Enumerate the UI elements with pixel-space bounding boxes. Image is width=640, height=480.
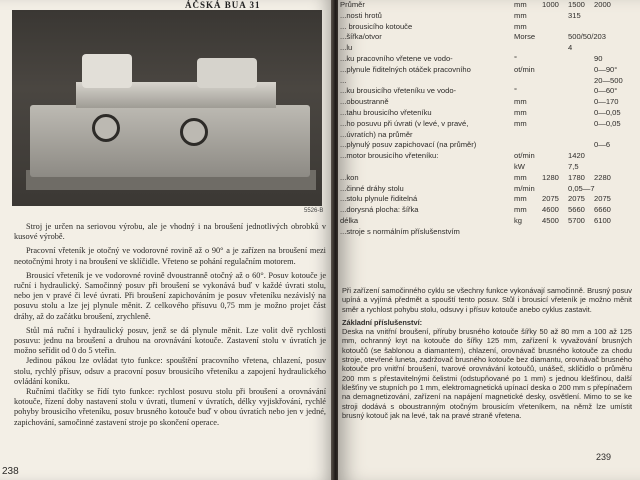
spec-v2: 500/50/203 — [568, 32, 607, 42]
machine-photo — [12, 10, 322, 206]
spec-label: ...stolu plynule řiditelná — [340, 194, 418, 204]
spec-row — [338, 162, 640, 173]
spec-unit: kW — [514, 161, 525, 171]
spec-v2: 1500 — [568, 0, 585, 9]
paragraph: Stroj je určen na seriovou výrobu, ale je vhodný i na broušení jednotlivých obrobků v kusové výrobě. — [14, 222, 326, 242]
spec-v3: 0—0,05 — [594, 118, 621, 128]
spec-v3: 6100 — [594, 215, 611, 225]
spec-row — [338, 76, 640, 87]
spec-v3: 0—170 — [594, 97, 619, 107]
spec-row — [338, 151, 640, 162]
spec-row — [338, 86, 640, 97]
spec-v2: 4 — [568, 43, 573, 53]
spec-row — [338, 11, 640, 22]
spec-unit: mm — [514, 194, 527, 204]
spec-row — [338, 194, 640, 205]
spec-v1: 4500 — [542, 215, 559, 225]
spec-unit: mm — [514, 205, 527, 215]
spec-label: Průměr — [340, 0, 365, 9]
photo-caption: 5526-B — [304, 208, 324, 214]
spec-v1: 1280 — [542, 172, 559, 182]
spec-unit: mm — [514, 21, 527, 31]
spec-v3: 90 — [594, 53, 603, 63]
spec-label: ...nosti hrotů — [340, 10, 382, 20]
spec-unit: mm — [514, 107, 527, 117]
spec-row — [338, 184, 640, 195]
spec-label: ... brousicího kotouče — [340, 21, 413, 31]
spec-row — [338, 0, 640, 11]
spec-label: ...ku brousicího vřeteníku ve vodo- — [340, 86, 457, 96]
spec-unit: mm — [514, 0, 527, 9]
spec-unit: ° — [514, 86, 518, 96]
spec-label: ...oboustranně — [340, 97, 389, 107]
machine-body — [30, 105, 310, 177]
spec-v2: 315 — [568, 10, 581, 20]
spec-label: ...činné dráhy stolu — [340, 183, 404, 193]
paragraph: Jedinou pákou lze ovládat tyto funkce: spouštění pracovního vřetena, chlazení, posuv stolu, rychlý přísuv, odsuv a pracovní posuv brousicího vřeteníku a zapojení hydraulického ovládání koníku. — [14, 356, 326, 386]
accessories-text: Deska na vnitřní broušení, příruby brusného kotouče šířky 50 až 80 mm a 100 až 125 mm, ochranný kryt na kotouče do šířky 125 mm, zařízení k vyvažování brusných kotoučů (se šablonou a diamantem), chlazení, orovnávač brusného kotouče za chodu stroje, otevřené luneta, zadržovač brusného kotouče bez diamantu, orovnávač brusného kotouče pro vnitřní broušení, tvarové orovnávání kotoučů, unášeč, sklíčidlo o průměru 200 mm s přestavitelnými čelistmi (odstupňované po 1 mm) s jednou klešťinou, další klešťiny ve stupních po 1 mm, elektromagnetická upínací deska o 200 mm s přepínačem na demagnetizování, zařízení na napájení magnetické desky, osvětlení. Mimo to se ke stroji dodává s oboustranným otočným brousicím vřeteníkem, na němž lze umístit brusný kotouč jak na levé, tak na pravé straně vřetena. — [342, 327, 632, 420]
handwheel-icon — [92, 114, 120, 142]
spec-v3: 2075 — [594, 194, 611, 204]
spec-v1: 1000 — [542, 0, 559, 9]
spec-v2: 1420 — [568, 151, 585, 161]
spec-unit: ° — [514, 53, 518, 63]
spec-label: ...stroje s normálním příslušenstvím — [340, 226, 460, 236]
spec-label: ...lu — [340, 43, 353, 53]
spec-row — [338, 108, 640, 119]
spec-label: délka — [340, 215, 359, 225]
work-head — [82, 54, 132, 88]
spec-unit: mm — [514, 172, 527, 182]
spec-row — [338, 205, 640, 216]
spec-unit: m/min — [514, 183, 535, 193]
spec-row — [338, 43, 640, 54]
spec-v3: 20—500 — [594, 75, 623, 85]
spec-v3: 6660 — [594, 205, 611, 215]
right-body-text — [342, 286, 632, 420]
spec-label: ...plynule řiditelných otáček pracovního — [340, 64, 471, 74]
spec-v3: 2280 — [594, 172, 611, 182]
spec-label: ...dorysná plocha: šířka — [340, 205, 419, 215]
spec-row — [338, 54, 640, 65]
paragraph: Stůl má ruční i hydraulický posuv, jenž se dá plynule měnit. Lze volit dvě rychlosti posuvu: jednu na broušení a druhou na orovnávání kotouče. Zastavení stolu v úvratích je možno seřídit od 0 do 5 vteřin. — [14, 325, 326, 356]
spec-unit: mm — [514, 97, 527, 107]
page-number: 239 — [596, 452, 612, 462]
left-body-text — [14, 222, 326, 428]
spec-v2: 5660 — [568, 205, 585, 215]
spec-v1: 4600 — [542, 205, 559, 215]
spec-row — [338, 173, 640, 184]
spec-v3: 0—60° — [594, 86, 618, 96]
spec-row — [338, 130, 640, 141]
spec-v2: 2075 — [568, 194, 585, 204]
spec-label: ...šířka/otvor — [340, 32, 382, 42]
spec-v3: 2000 — [594, 0, 611, 9]
spec-unit: mm — [514, 118, 527, 128]
spec-label: ...ho posuvu při úvrati (v levé, v pravé, — [340, 118, 469, 128]
page-number: 238 — [2, 466, 19, 477]
spec-row — [338, 32, 640, 43]
spec-unit: Morse — [514, 32, 536, 42]
page-header: ÁČSKÁ BUA 31 — [185, 0, 261, 10]
spec-row — [338, 119, 640, 130]
spec-row — [338, 140, 640, 151]
spec-v2: 7,5 — [568, 161, 579, 171]
specification-table — [338, 0, 640, 238]
spec-v3: 0—0,05 — [594, 107, 621, 117]
spec-row — [338, 227, 640, 238]
spec-label: ...kon — [340, 172, 359, 182]
spec-label: ...úvratích) na průměr — [340, 129, 413, 139]
handwheel-icon — [180, 118, 208, 146]
spec-label: ...motor brousicího vřeteníku: — [340, 151, 439, 161]
spec-unit: ot/min — [514, 64, 535, 74]
spec-v3: 0—90° — [594, 64, 618, 74]
spec-label: ...tahu brousicího vřeteníku — [340, 107, 432, 117]
spec-unit: ot/min — [514, 151, 535, 161]
accessories-heading: Základní příslušenství: — [342, 317, 423, 327]
spec-v2: 0,05—7 — [568, 183, 595, 193]
spec-row — [338, 97, 640, 108]
paragraph: Při zařízení samočinného cyklu se všechny funkce vykonávají samočinně. Brusný posuv upíná a vyjímá předmět a spouští tento posuv. Stůl i brousicí vřeteník je možno měnit směr a rychlost pohybu stolu, odsuvy i přísuv kotouče anebo cyklus zastavit. — [342, 286, 632, 314]
right-page — [338, 0, 640, 480]
spec-row — [338, 65, 640, 76]
grinding-head — [197, 58, 257, 88]
spec-v3: 0—6 — [594, 140, 611, 150]
spec-v2: 1780 — [568, 172, 585, 182]
spec-v1: 2075 — [542, 194, 559, 204]
spec-row — [338, 22, 640, 33]
paragraph: Brousicí vřeteník je ve vodorovné rovině dvoustranně otočný až o 60°. Posuv kotouče je ruční i hydraulický. Samočinný posuv při broušení se vykonává buď v každé úvrati stolu, nebo jen v pravé či levé úvrati. Při broušení zapichováním je posuv vřeteníku nezávislý na posuvu stolu a lze jej plynule měnit. Z celkového přísuvu 0,75 mm je možno projet část dráhy, až do začátku broušení, zrychleně. — [14, 270, 326, 321]
spec-label: ... — [340, 75, 347, 85]
spec-unit: kg — [514, 215, 523, 225]
spec-label: ...plynulý posuv zapichovací (na průměr) — [340, 140, 477, 150]
spec-row — [338, 216, 640, 227]
paragraph: Pracovní vřeteník je otočný ve vodorovné rovině až o 90° a je zařízen na broušení mezi neotočnými hroty i na broušení ve sklíčidle. Vřeteno se pohání regulačním motorem. — [14, 246, 326, 266]
spec-label: ...ku pracovního vřetene ve vodo- — [340, 53, 453, 63]
spec-v2: 5700 — [568, 215, 585, 225]
paragraph: Ručními tlačítky se řídí tyto funkce: rychlost posuvu stolu při broušení a orovnávání kotouče, řízení doby nastavení stolu v úvrati, tlumení v úvratích, délky vyjiskřování, rychlé pohyby brousicího vřeteníku, posuv brusného kotouče buď v obou úvratích nebo jen v jedné, zapichování, samočinné zastavení stroje po skončení operace. — [14, 387, 326, 427]
spec-unit: mm — [514, 10, 527, 20]
